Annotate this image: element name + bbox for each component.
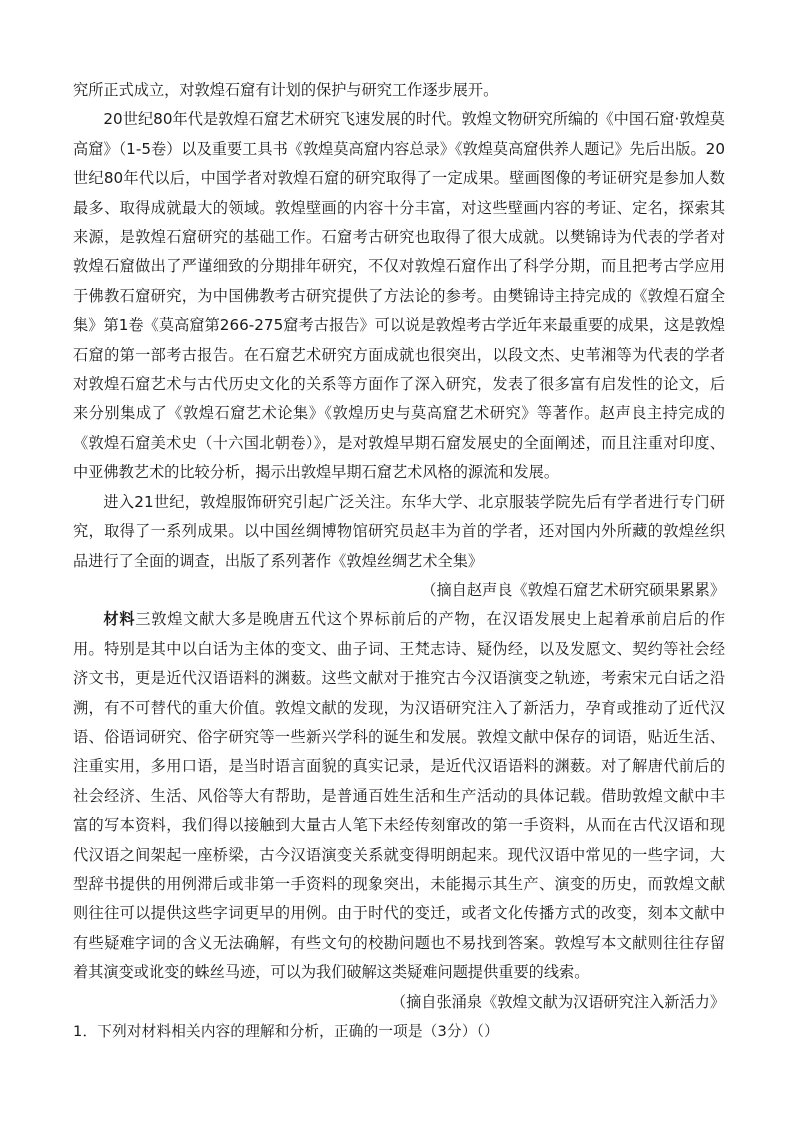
question-1: 1．下列对材料相关内容的理解和分析，正确的一项是（3分）（） [73,1023,499,1040]
paragraph-21st-century: 进入21世纪，敦煌服饰研究引起广泛关注。东华大学、北京服装学院先后有学者进行专门研究，取得了一系列成果。以中国丝绸博物馆研究员赵丰为首的学者，还对国内外所藏的敦煌丝织品进行了全面的调查，出版了系列著作《敦煌丝绸艺术全集》 [73,492,725,570]
paragraph-1980s-research: 20世纪80年代是敦煌石窟艺术研究飞速发展的时代。敦煌文物研究所编的《中国石窟·敦煌莫高窟》（1-5卷）以及重要工具书《敦煌莫高窟内容总录》《敦煌莫高窟供养人题记》先后出版。20世纪80年代以后，中国学者对敦煌石窟的研究取得了一定成果。壁画图像的考证研究是参加人数最多、取得成就最大的领域。敦煌壁画的内容十分丰富，对这些壁画内容的考证、定名，探索其来源，是敦煌石窟研究的基础工作。石窟考古研究也取得了很大成就。以樊锦诗为代表的学者对敦煌石窟做出了严谨细致的分期排年研究，不仅对敦煌石窟作出了科学分期，而且把考古学应用于佛教石窟研究，为中国佛教考古研究提供了方法论的参考。由樊锦诗主持完成的《敦煌石窟全集》第1卷《莫高窟第266-275窟考古报告》可以说是敦煌考古学近年来最重要的成果，这是敦煌石窟的第一部考古报告。在石窟艺术研究方面成就也很突出，以段文杰、史苇湘等为代表的学者对敦煌石窟艺术与古代历史文化的关系等方面作了深入研究，发表了很多富有启发性的论文，后来分别集成了《敦煌石窟艺术论集》《敦煌历史与莫高窟艺术研究》等著作。赵声良主持完成的《敦煌石窟美术史（十六国北朝卷）》，是对敦煌早期石窟发展史的全面阐述，而且注重对印度、中亚佛教艺术的比较分析，揭示出敦煌早期石窟艺术风格的源流和发展。 [73,110,725,482]
source-citation-2: （摘自张涌泉《敦煌文献为汉语研究注入新活力》 [390,992,725,1011]
material-3-label: 材料 [103,610,136,629]
material-3-text: 三敦煌文献大多是晚唐五代这个界标前后的产物，在汉语发展史上起着承前启后的作用。特别是其中以白话为主体的变文、曲子词、王梵志诗、疑伪经，以及发愿文、契约等社会经济文书，更是近代汉语语料的渊薮。这些文献对于推究古今汉语演变之轨迹，考索宋元白话之沿溯，有不可替代的重大价值。敦煌文献的发现，为汉语研究注入了新活力，孕育或推动了近代汉语、俗语词研究、俗字研究等一些新兴学科的诞生和发展。敦煌文献中保存的词语，贴近生活、注重实用，多用口语，是当时语言面貌的真实记录，是近代汉语语料的渊薮。对了解唐代前后的社会经济、生活、风俗等大有帮助，是普通百姓生活和生产活动的具体记载。借助敦煌文献中丰富的写本资料，我们得以接触到大量古人笔下未经传刻窜改的第一手资料，从而在古代汉语和现代汉语之间架起一座桥梁，古今汉语演变关系就变得明朗起来。现代汉语中常见的一些字词，大型辞书提供的用例滞后或非第一手资料的现象突出，未能揭示其生产、演变的历史，而敦煌文献则往往可以提供这些字词更早的用例。由于时代的变迁，或者文化传播方式的改变，刻本文献中有些疑难字词的含义无法确解，有些文句的校勘问题也不易找到答案。敦煌写本文献则往往存留着其演变或讹变的蛛丝马迹，可以为我们破解这类疑难问题提供重要的线索。 [73,610,726,982]
document-body [73,76,725,1046]
paragraph-continuation: 究所正式成立，对敦煌石窟有计划的保护与研究工作逐步展开。 [73,81,499,99]
source-citation-1: （摘自赵声良《敦煌石窟艺术研究硕果累累》 [421,580,725,599]
paragraph-material-3 [73,605,725,987]
